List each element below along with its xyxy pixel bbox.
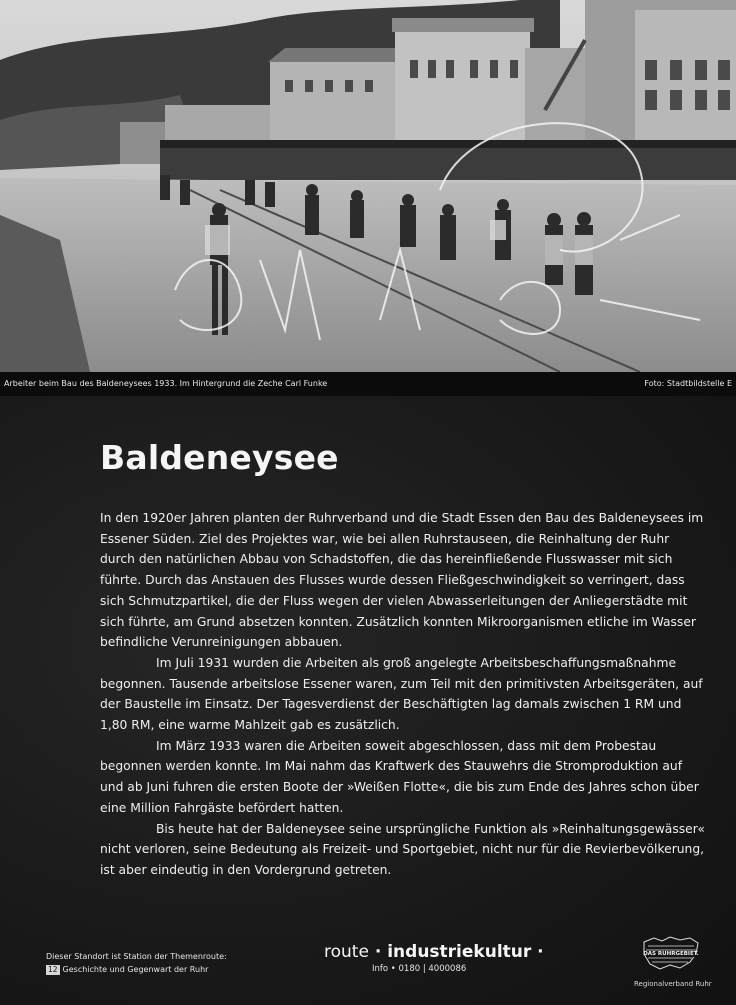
brand-dot-end-icon: · xyxy=(531,942,544,962)
route-name: Geschichte und Gegenwart der Ruhr xyxy=(62,965,209,974)
route-industriekultur-logo xyxy=(324,942,544,962)
photo-credit: Foto: Stadtbildstelle E xyxy=(644,379,732,388)
paragraph-3: Im März 1933 waren die Arbeiten soweit abgeschlossen, dass mit dem Probestau begonnen werden konnte. Im Mai nahm das Kraftwerk des Stauwehrs die Stromproduktion auf und ab Juni fuhren die ersten Boote der »Weißen Flotte«, die bis zum Ende des Jahres schon über eine Million Fahrgäste befördert hatten. xyxy=(100,738,699,815)
route-number-badge: 12 xyxy=(48,965,58,974)
construction-scene-illustration xyxy=(0,0,736,372)
station-line: Dieser Standort ist Station der Themenroute: xyxy=(46,952,227,961)
route-line xyxy=(46,963,227,976)
paragraph-4: Bis heute hat der Baldeneysee seine ursprüngliche Funktion als »Reinhaltungsgewässer« nicht verloren, seine Bedeutung als Freizeit- und Sportgebiet, nicht nur für die Revierbevölkerung, ist aber eindeutig in den Vordergrund getreten. xyxy=(100,821,705,877)
paragraph-1: In den 1920er Jahren planten der Ruhrverband und die Stadt Essen den Bau des Baldeneysees im Essener Süden. Ziel des Projektes war, wie bei allen Ruhrstauseen, die Reinhaltung der Ruhr durch den natürlichen Abbau von Schadstoffen, die das hereinfließende Flusswasser mit sich führte. Durch das Anstauen des Flusses wurde dessen Fließgeschwindigkeit so verringert, dass sich Schmutzpartikel, die der Fluss wegen der vielen Abwasserleitungen der Anliegerstädte mit sich führte, am Grund absetzen konnten. Zusätzlich konnten Mikroorganismen etliche im Wasser befindliche Verunreinigungen abbauen. xyxy=(100,511,704,650)
paragraph-2: Im Juli 1931 wurden die Arbeiten als groß angelegte Arbeitsbeschaffungsmaßnahme begonnen. Tausende arbeitslose Essener waren, zum Teil mit den primitivsten Arbeitsgeräten, auf der Baustelle im Einsatz. Der Tagesverdienst der Beschäftigten lag damals zwischen 1 RM und 1,80 RM, eine warme Mahlzeit gab es zusätzlich. xyxy=(100,655,703,733)
info-phone: Info • 0180 | 4000086 xyxy=(372,964,467,974)
brand-main: industriekultur xyxy=(387,942,532,962)
brand-dot-icon: · xyxy=(368,942,388,962)
route-station-info xyxy=(46,950,227,976)
page-title: Baldeneysee xyxy=(100,438,339,477)
article-body xyxy=(100,508,706,881)
historic-photo xyxy=(0,0,736,372)
photo-caption: Arbeiter beim Bau des Baldeneysees 1933. Im Hintergrund die Zeche Carl Funke xyxy=(4,379,328,388)
logo-text: DAS RUHRGEBIET. xyxy=(643,951,699,957)
brand-prefix: route xyxy=(324,942,369,962)
org-name: Regionalverband Ruhr xyxy=(634,980,712,988)
ruhrgebiet-logo xyxy=(640,934,702,972)
